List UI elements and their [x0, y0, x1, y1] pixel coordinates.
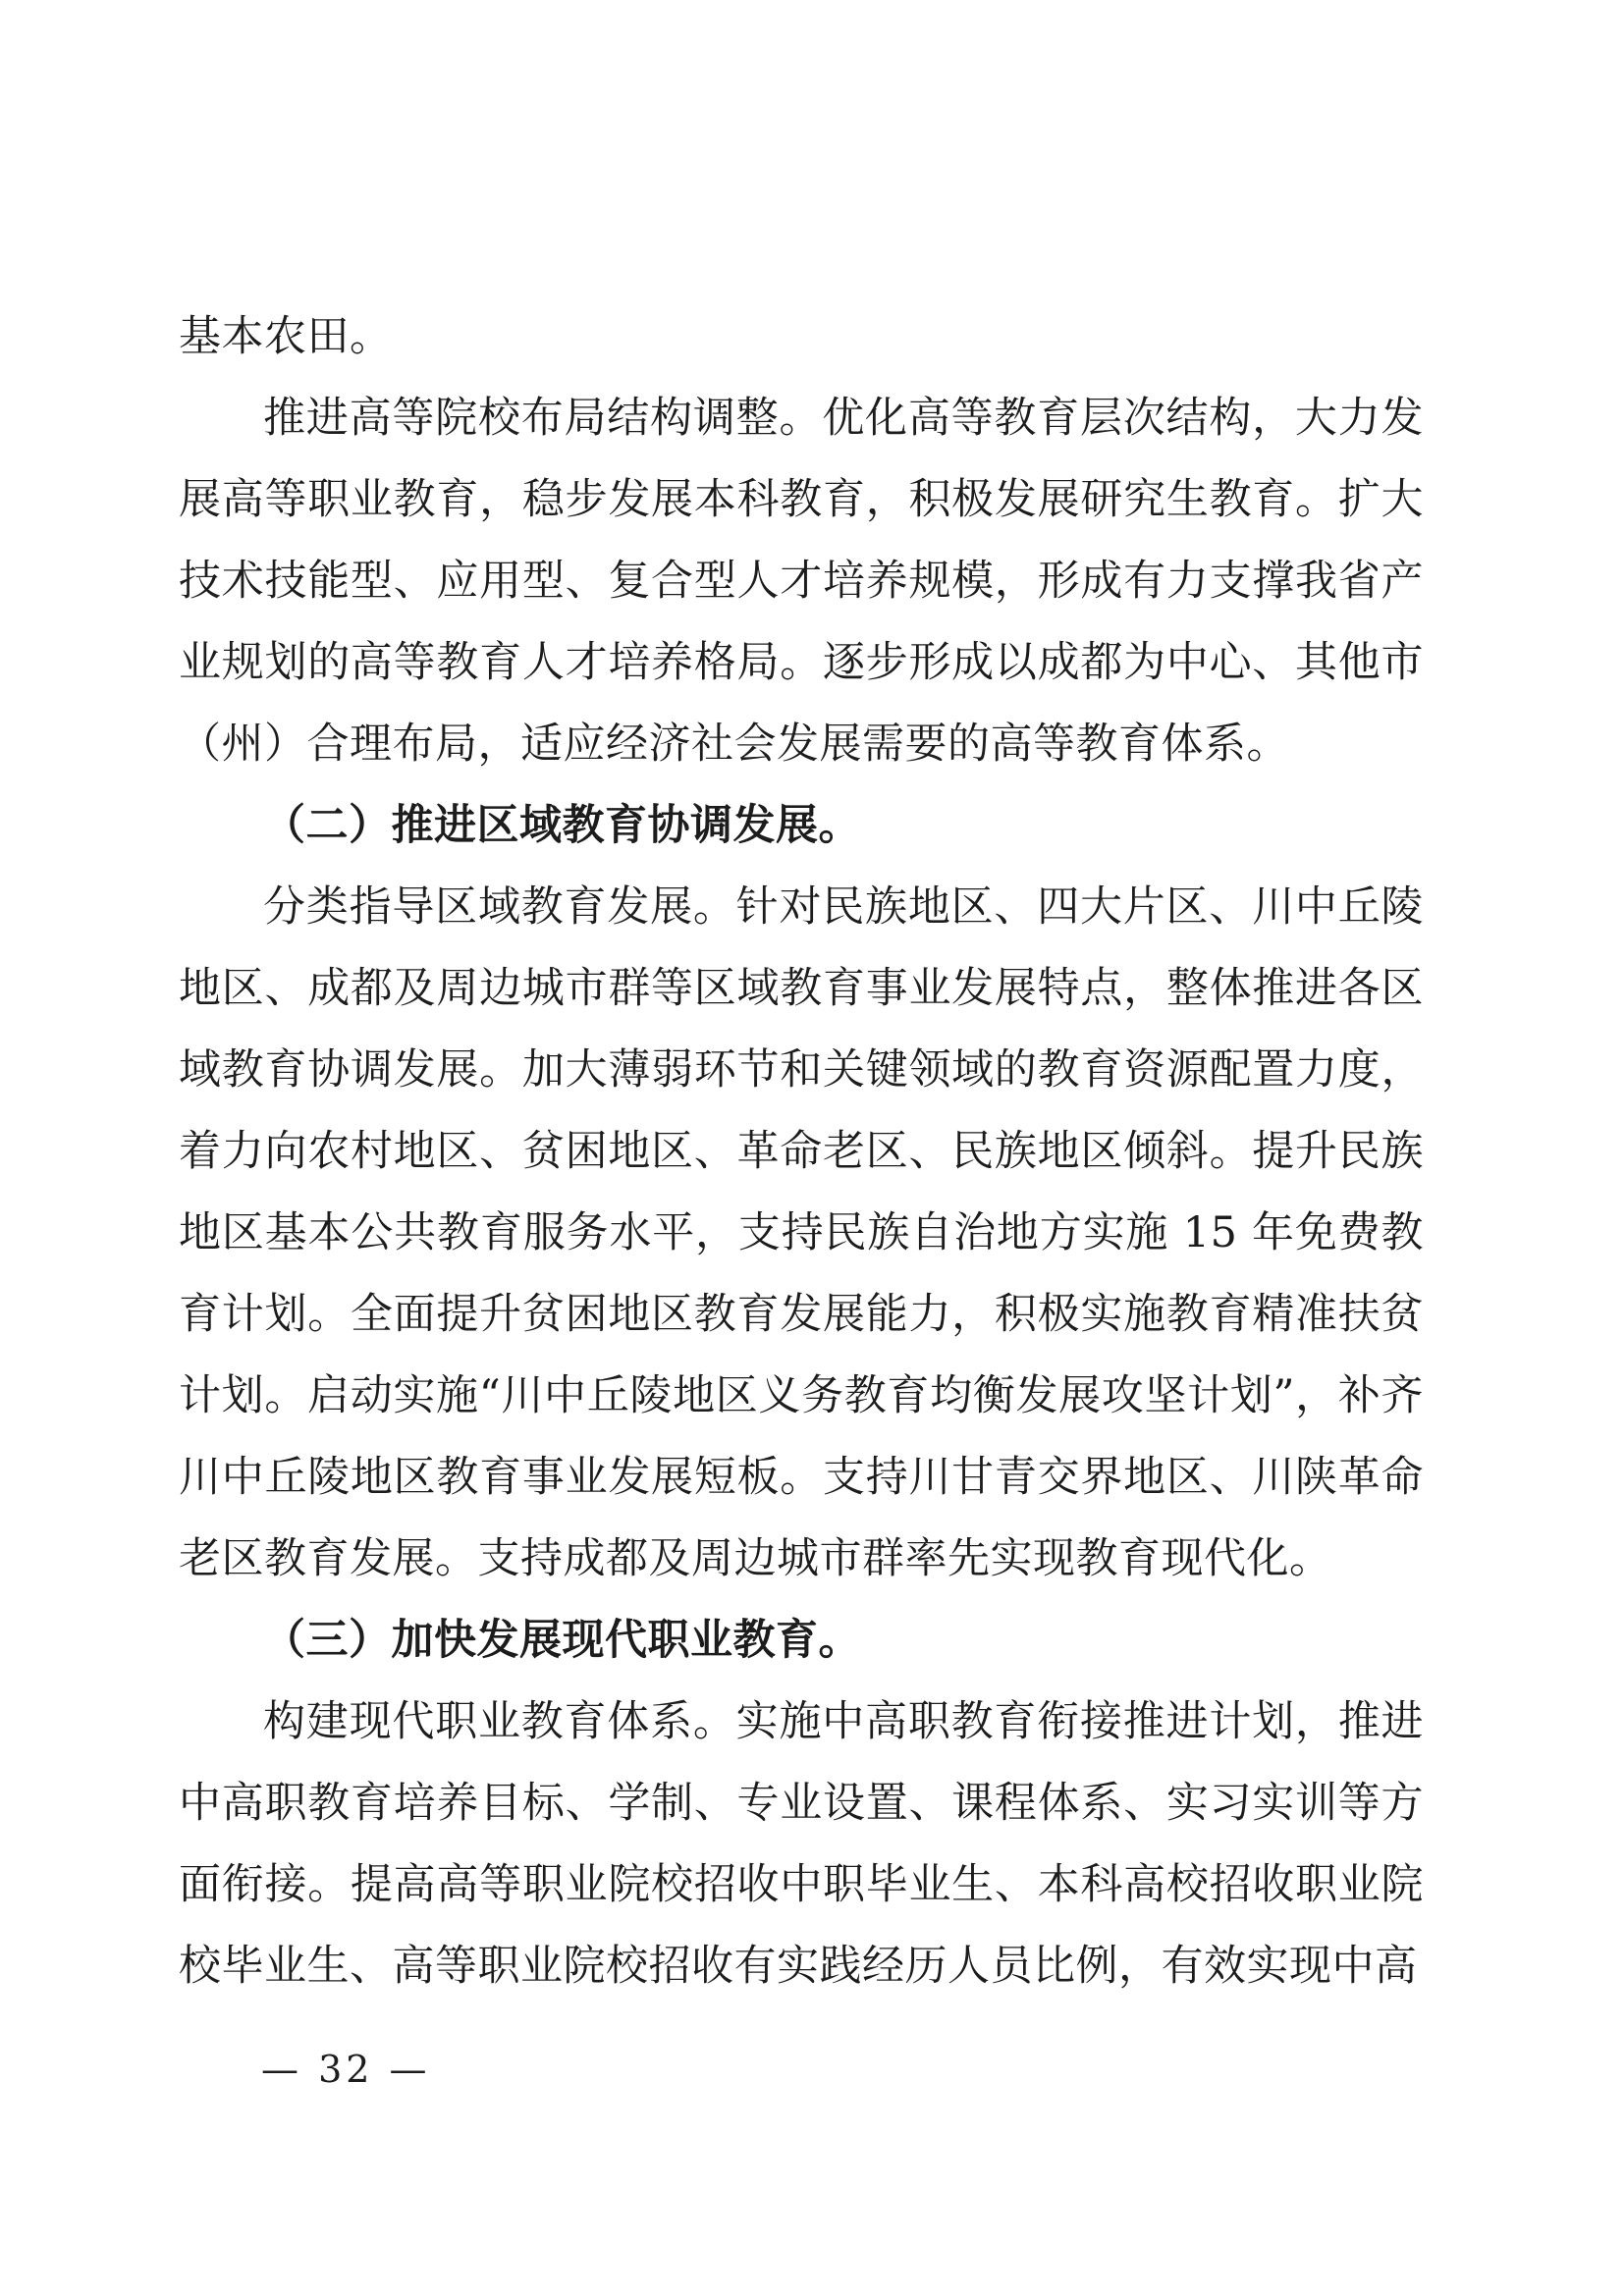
page-number: — 32 —: [261, 2048, 431, 2091]
document-body: [179, 296, 1424, 2007]
body-paragraph: 构建现代职业教育体系。实施中高职教育衔接推进计划，推进中高职教育培养目标、学制、专业设置、课程体系、实习实训等方面衔接。提高高等职业院校招收中职毕业生、本科高校招收职业院校毕业生、高等职业院校招收有实践经历人员比例，有效实现中高: [179, 1697, 1424, 1991]
body-paragraph: 分类指导区域教育发展。针对民族地区、四大片区、川中丘陵地区、成都及周边城市群等区域教育事业发展特点，整体推进各区域教育协调发展。加大薄弱环节和关键领域的教育资源配置力度，着力向农村地区、贫困地区、革命老区、民族地区倾斜。提升民族地区基本公共教育服务水平，支持民族自治地方实施 15 年免费教育计划。全面提升贫困地区教育发展能力，积极实施教育精准扶贫计划。启动实施“川中丘陵地区义务教育均衡发展攻坚计划”，补齐川中丘陵地区教育事业发展短板。支持川甘青交界地区、川陕革命老区教育发展。支持成都及周边城市群率先实现教育现代化。: [179, 882, 1424, 1583]
section-heading-2: （二）推进区域教育协调发展。: [263, 801, 861, 850]
body-paragraph-continuation: 基本农田。: [179, 312, 393, 361]
section-heading-3: （三）加快发展现代职业教育。: [263, 1616, 861, 1665]
body-paragraph: 推进高等院校布局结构调整。优化高等教育层次结构，大力发展高等职业教育，稳步发展本科教育，积极发展研究生教育。扩大技术技能型、应用型、复合型人才培养规模，形成有力支撑我省产业规划的高等教育人才培养格局。逐步形成以成都为中心、其他市（州）合理布局，适应经济社会发展需要的高等教育体系。: [179, 394, 1424, 769]
